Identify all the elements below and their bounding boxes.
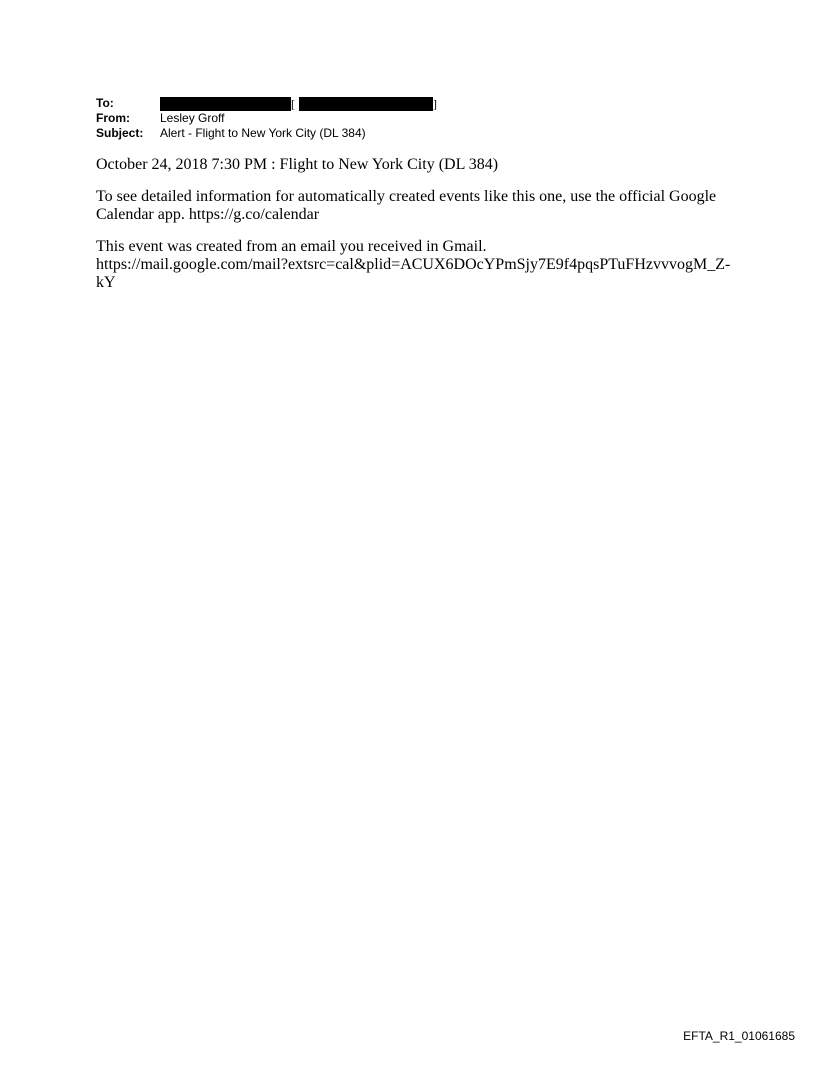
subject-row (96, 126, 437, 141)
subject-label: Subject: (96, 126, 144, 140)
redaction-block (299, 97, 433, 111)
email-body (96, 156, 731, 306)
gmail-link-line: https://mail.google.com/mail?extsrc=cal&plid=ACUX6DOcYPmSjy7E9f4pqsPTuFHzvvvogM_Z- (96, 256, 731, 273)
to-label: To: (96, 96, 114, 110)
document-id: EFTA_R1_01061685 (683, 1029, 795, 1043)
email-header (96, 96, 437, 141)
gmail-link-line: kY (96, 274, 116, 291)
paragraph-line: This event was created from an email you received in Gmail. (96, 238, 487, 255)
open-bracket: [ (291, 96, 295, 111)
close-bracket: ] (433, 96, 437, 111)
event-text: October 24, 2018 7:30 PM : Flight to New York City (DL 384) (96, 156, 499, 173)
paragraph-line: Calendar app. https://g.co/calendar (96, 206, 320, 223)
from-label: From: (96, 111, 130, 125)
gmail-source-paragraph (96, 238, 731, 292)
to-value-redacted (160, 97, 437, 111)
calendar-info-paragraph (96, 188, 726, 224)
from-value: Lesley Groff (160, 111, 225, 125)
redaction-block (160, 97, 291, 111)
paragraph-line: To see detailed information for automatically created events like this one, use the official Google (96, 188, 717, 205)
subject-value: Alert - Flight to New York City (DL 384) (160, 126, 366, 140)
event-line (96, 156, 726, 174)
from-row (96, 111, 437, 126)
to-row (96, 96, 437, 111)
